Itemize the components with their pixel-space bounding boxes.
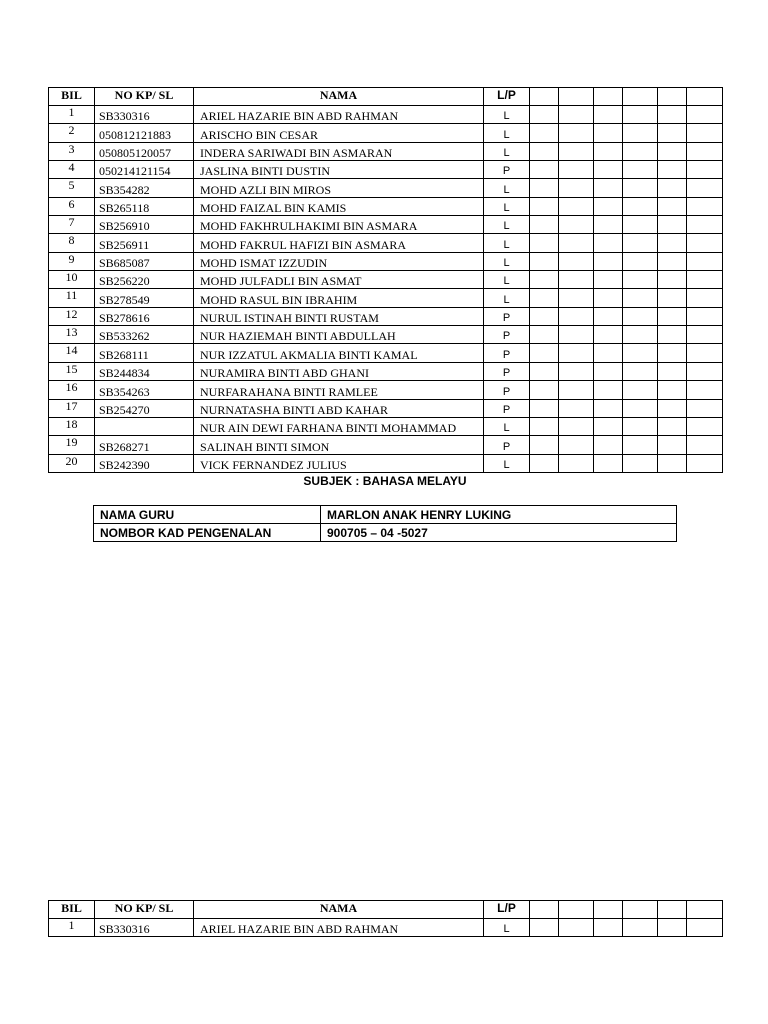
blank-cell — [658, 106, 687, 124]
blank-header — [559, 88, 594, 106]
bil-cell: 11 — [49, 289, 95, 307]
blank-cell — [687, 454, 723, 472]
blank-cell — [594, 307, 623, 325]
blank-cell — [687, 142, 723, 160]
blank-cell — [559, 307, 594, 325]
blank-cell — [623, 344, 658, 362]
blank-cell — [594, 919, 623, 937]
blank-cell — [530, 234, 559, 252]
lp-cell: L — [484, 919, 530, 937]
blank-cell — [530, 344, 559, 362]
blank-cell — [530, 417, 559, 435]
table-row — [49, 197, 723, 215]
blank-cell — [559, 106, 594, 124]
blank-cell — [623, 381, 658, 399]
blank-cell — [687, 344, 723, 362]
bil-cell: 2 — [49, 124, 95, 142]
nokp-cell — [95, 417, 194, 435]
nokp-cell: SB685087 — [95, 252, 194, 270]
nama-cell: NURFARAHANA BINTI RAMLEE — [194, 381, 484, 399]
table-row — [49, 307, 723, 325]
blank-header — [658, 901, 687, 919]
blank-cell — [687, 124, 723, 142]
blank-cell — [687, 161, 723, 179]
lp-cell: L — [484, 197, 530, 215]
blank-cell — [623, 271, 658, 289]
nokp-cell: SB256220 — [95, 271, 194, 289]
nama-cell: MOHD FAIZAL BIN KAMIS — [194, 197, 484, 215]
blank-cell — [559, 142, 594, 160]
nokp-header: NO KP/ SL — [95, 901, 194, 919]
blank-header — [530, 901, 559, 919]
table-row — [49, 344, 723, 362]
blank-cell — [623, 399, 658, 417]
lp-cell: L — [484, 252, 530, 270]
blank-cell — [559, 179, 594, 197]
table-row — [49, 179, 723, 197]
blank-cell — [687, 381, 723, 399]
blank-cell — [594, 142, 623, 160]
blank-cell — [658, 142, 687, 160]
blank-cell — [687, 216, 723, 234]
blank-cell — [687, 362, 723, 380]
bil-cell: 3 — [49, 142, 95, 160]
blank-cell — [623, 417, 658, 435]
blank-cell — [594, 289, 623, 307]
table-row — [49, 454, 723, 472]
nokp-cell: SB533262 — [95, 326, 194, 344]
blank-cell — [559, 344, 594, 362]
nokp-cell: 050812121883 — [95, 124, 194, 142]
nama-cell: ARIEL HAZARIE BIN ABD RAHMAN — [194, 919, 484, 937]
blank-cell — [559, 381, 594, 399]
table-row — [49, 142, 723, 160]
table-row — [49, 919, 723, 937]
teacher-ic-row — [94, 524, 677, 542]
blank-cell — [530, 289, 559, 307]
blank-cell — [594, 124, 623, 142]
blank-cell — [658, 307, 687, 325]
lp-header: L/P — [484, 901, 530, 919]
lp-cell: P — [484, 326, 530, 344]
blank-cell — [687, 399, 723, 417]
nama-cell: ARIEL HAZARIE BIN ABD RAHMAN — [194, 106, 484, 124]
nama-cell: MOHD ISMAT IZZUDIN — [194, 252, 484, 270]
bil-cell: 17 — [49, 399, 95, 417]
lp-cell: L — [484, 417, 530, 435]
blank-cell — [594, 362, 623, 380]
bil-cell: 12 — [49, 307, 95, 325]
table-row — [49, 271, 723, 289]
lp-cell: L — [484, 142, 530, 160]
lp-header: L/P — [484, 88, 530, 106]
blank-cell — [623, 362, 658, 380]
bil-cell: 8 — [49, 234, 95, 252]
nama-cell: NUR AIN DEWI FARHANA BINTI MOHAMMAD — [194, 417, 484, 435]
nama-cell: NURUL ISTINAH BINTI RUSTAM — [194, 307, 484, 325]
blank-cell — [594, 399, 623, 417]
blank-cell — [530, 436, 559, 454]
lp-cell: P — [484, 399, 530, 417]
nokp-cell: SB278616 — [95, 307, 194, 325]
student-list-table-page-2 — [48, 900, 723, 937]
nokp-cell: SB268111 — [95, 344, 194, 362]
blank-cell — [658, 271, 687, 289]
nokp-cell: SB268271 — [95, 436, 194, 454]
blank-cell — [658, 124, 687, 142]
blank-cell — [530, 216, 559, 234]
blank-cell — [594, 436, 623, 454]
blank-header — [687, 901, 723, 919]
bil-cell: 19 — [49, 436, 95, 454]
blank-header — [687, 88, 723, 106]
table-row — [49, 399, 723, 417]
nama-cell: NUR HAZIEMAH BINTI ABDULLAH — [194, 326, 484, 344]
bil-header: BIL — [49, 901, 95, 919]
blank-cell — [530, 362, 559, 380]
table-row — [49, 326, 723, 344]
nama-cell: ARISCHO BIN CESAR — [194, 124, 484, 142]
blank-cell — [530, 197, 559, 215]
nama-cell: MOHD RASUL BIN IBRAHIM — [194, 289, 484, 307]
blank-cell — [658, 381, 687, 399]
blank-cell — [530, 454, 559, 472]
blank-cell — [658, 197, 687, 215]
teacher-ic-value: 900705 – 04 -5027 — [321, 524, 677, 542]
table-row — [49, 362, 723, 380]
blank-cell — [594, 179, 623, 197]
nama-cell: VICK FERNANDEZ JULIUS — [194, 454, 484, 472]
blank-cell — [594, 454, 623, 472]
bil-cell: 20 — [49, 454, 95, 472]
table-row — [49, 381, 723, 399]
table-row — [49, 234, 723, 252]
lp-cell: L — [484, 179, 530, 197]
blank-cell — [559, 919, 594, 937]
blank-cell — [623, 216, 658, 234]
nokp-cell: SB256910 — [95, 216, 194, 234]
bil-cell: 7 — [49, 216, 95, 234]
blank-cell — [530, 252, 559, 270]
blank-cell — [559, 252, 594, 270]
blank-cell — [687, 234, 723, 252]
blank-cell — [559, 234, 594, 252]
bil-cell: 13 — [49, 326, 95, 344]
blank-cell — [687, 436, 723, 454]
header-row — [49, 88, 723, 106]
bil-cell: 18 — [49, 417, 95, 435]
blank-header — [623, 88, 658, 106]
blank-cell — [530, 142, 559, 160]
nama-cell: MOHD JULFADLI BIN ASMAT — [194, 271, 484, 289]
blank-cell — [658, 289, 687, 307]
blank-cell — [658, 919, 687, 937]
nama-cell: MOHD FAKRUL HAFIZI BIN ASMARA — [194, 234, 484, 252]
blank-cell — [594, 381, 623, 399]
lp-cell: L — [484, 271, 530, 289]
student-list-table — [48, 87, 723, 473]
blank-cell — [658, 436, 687, 454]
nama-cell: MOHD FAKHRULHAKIMI BIN ASMARA — [194, 216, 484, 234]
lp-cell: L — [484, 106, 530, 124]
nokp-cell: SB254270 — [95, 399, 194, 417]
nokp-cell: SB354263 — [95, 381, 194, 399]
blank-cell — [559, 161, 594, 179]
blank-cell — [623, 124, 658, 142]
blank-cell — [658, 234, 687, 252]
blank-cell — [687, 326, 723, 344]
blank-cell — [623, 161, 658, 179]
blank-cell — [594, 326, 623, 344]
nokp-cell: SB256911 — [95, 234, 194, 252]
nokp-cell: SB330316 — [95, 106, 194, 124]
lp-cell: P — [484, 161, 530, 179]
blank-cell — [559, 271, 594, 289]
lp-cell: P — [484, 307, 530, 325]
table-row — [49, 436, 723, 454]
table-row — [49, 106, 723, 124]
blank-cell — [623, 142, 658, 160]
blank-cell — [530, 326, 559, 344]
bil-cell: 16 — [49, 381, 95, 399]
blank-cell — [594, 271, 623, 289]
bil-cell: 14 — [49, 344, 95, 362]
bil-cell: 5 — [49, 179, 95, 197]
blank-cell — [623, 307, 658, 325]
blank-header — [658, 88, 687, 106]
table-row — [49, 289, 723, 307]
blank-cell — [623, 197, 658, 215]
blank-cell — [623, 436, 658, 454]
subject-label: SUBJEK : BAHASA MELAYU — [303, 474, 467, 488]
nokp-header: NO KP/ SL — [95, 88, 194, 106]
blank-cell — [530, 381, 559, 399]
blank-header — [623, 901, 658, 919]
blank-cell — [687, 252, 723, 270]
nama-cell: MOHD AZLI BIN MIROS — [194, 179, 484, 197]
blank-cell — [594, 252, 623, 270]
blank-cell — [687, 919, 723, 937]
blank-cell — [530, 307, 559, 325]
blank-cell — [658, 161, 687, 179]
blank-cell — [623, 326, 658, 344]
blank-cell — [559, 417, 594, 435]
blank-cell — [530, 106, 559, 124]
lp-cell: L — [484, 289, 530, 307]
blank-cell — [559, 197, 594, 215]
blank-cell — [623, 234, 658, 252]
blank-cell — [623, 106, 658, 124]
nokp-cell: SB278549 — [95, 289, 194, 307]
nama-cell: NURNATASHA BINTI ABD KAHAR — [194, 399, 484, 417]
nokp-cell: 050214121154 — [95, 161, 194, 179]
teacher-name-value: MARLON ANAK HENRY LUKING — [321, 506, 677, 524]
blank-cell — [623, 252, 658, 270]
blank-cell — [530, 179, 559, 197]
lp-cell: P — [484, 381, 530, 399]
lp-cell: P — [484, 362, 530, 380]
blank-cell — [559, 289, 594, 307]
blank-cell — [658, 252, 687, 270]
bil-header: BIL — [49, 88, 95, 106]
lp-cell: L — [484, 124, 530, 142]
nama-cell: INDERA SARIWADI BIN ASMARAN — [194, 142, 484, 160]
blank-cell — [658, 179, 687, 197]
blank-cell — [687, 179, 723, 197]
nokp-cell: SB354282 — [95, 179, 194, 197]
blank-cell — [530, 271, 559, 289]
teacher-info-table — [93, 505, 677, 542]
blank-cell — [623, 919, 658, 937]
blank-cell — [658, 216, 687, 234]
nama-cell: SALINAH BINTI SIMON — [194, 436, 484, 454]
lp-cell: P — [484, 344, 530, 362]
nama-cell: JASLINA BINTI DUSTIN — [194, 161, 484, 179]
blank-cell — [687, 289, 723, 307]
blank-cell — [594, 106, 623, 124]
blank-cell — [687, 197, 723, 215]
nokp-cell: 050805120057 — [95, 142, 194, 160]
blank-cell — [623, 179, 658, 197]
blank-cell — [594, 234, 623, 252]
blank-cell — [594, 161, 623, 179]
teacher-ic-label: NOMBOR KAD PENGENALAN — [94, 524, 321, 542]
blank-cell — [594, 197, 623, 215]
table-row — [49, 252, 723, 270]
nokp-cell: SB244834 — [95, 362, 194, 380]
nama-cell: NURAMIRA BINTI ABD GHANI — [194, 362, 484, 380]
blank-cell — [658, 362, 687, 380]
blank-cell — [530, 124, 559, 142]
blank-cell — [530, 919, 559, 937]
table-row — [49, 216, 723, 234]
bil-cell: 1 — [49, 919, 95, 937]
blank-cell — [658, 326, 687, 344]
bil-cell: 1 — [49, 106, 95, 124]
table-row — [49, 161, 723, 179]
bil-cell: 6 — [49, 197, 95, 215]
lp-cell: L — [484, 234, 530, 252]
bil-cell: 10 — [49, 271, 95, 289]
blank-cell — [559, 326, 594, 344]
blank-header — [594, 88, 623, 106]
nokp-cell: SB330316 — [95, 919, 194, 937]
blank-cell — [623, 454, 658, 472]
blank-cell — [559, 436, 594, 454]
blank-cell — [623, 289, 658, 307]
nokp-cell: SB242390 — [95, 454, 194, 472]
blank-header — [559, 901, 594, 919]
blank-cell — [658, 344, 687, 362]
blank-cell — [530, 161, 559, 179]
lp-cell: L — [484, 454, 530, 472]
blank-cell — [594, 216, 623, 234]
table-row — [49, 124, 723, 142]
blank-cell — [658, 454, 687, 472]
blank-cell — [594, 344, 623, 362]
blank-cell — [687, 307, 723, 325]
table-row — [49, 417, 723, 435]
blank-cell — [687, 271, 723, 289]
nama-header: NAMA — [194, 88, 484, 106]
blank-cell — [687, 417, 723, 435]
blank-cell — [559, 454, 594, 472]
nama-header: NAMA — [194, 901, 484, 919]
blank-cell — [658, 417, 687, 435]
bil-cell: 4 — [49, 161, 95, 179]
blank-cell — [594, 417, 623, 435]
nama-cell: NUR IZZATUL AKMALIA BINTI KAMAL — [194, 344, 484, 362]
blank-cell — [559, 399, 594, 417]
blank-header — [530, 88, 559, 106]
blank-cell — [530, 399, 559, 417]
blank-header — [594, 901, 623, 919]
bil-cell: 9 — [49, 252, 95, 270]
nokp-cell: SB265118 — [95, 197, 194, 215]
header-row — [49, 901, 723, 919]
blank-cell — [559, 124, 594, 142]
teacher-name-label: NAMA GURU — [94, 506, 321, 524]
blank-cell — [559, 362, 594, 380]
lp-cell: L — [484, 216, 530, 234]
blank-cell — [559, 216, 594, 234]
bil-cell: 15 — [49, 362, 95, 380]
lp-cell: P — [484, 436, 530, 454]
blank-cell — [658, 399, 687, 417]
blank-cell — [687, 106, 723, 124]
teacher-name-row — [94, 506, 677, 524]
